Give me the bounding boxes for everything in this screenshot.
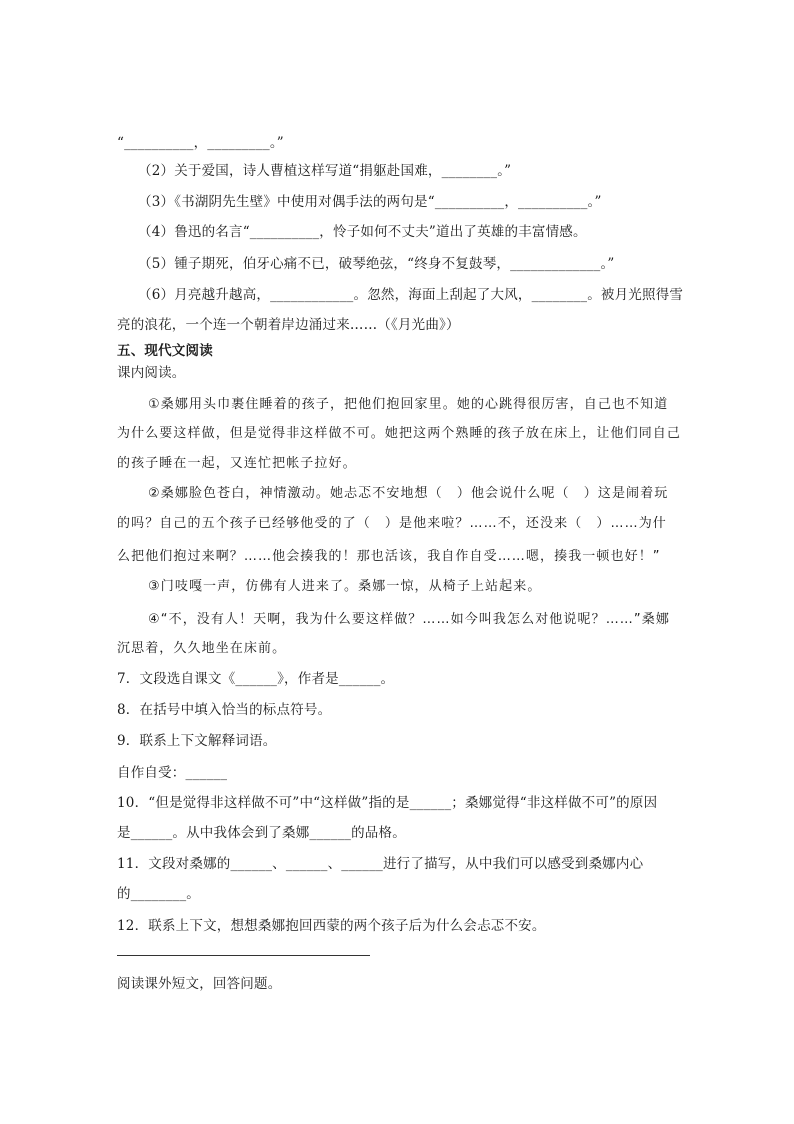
question-12: 12．联系上下文，想想桑娜抱回西蒙的两个孩子后为什么会忐忑不安。: [117, 918, 546, 934]
fill-in-question-5: （5）锺子期死，伯牙心痛不已，破琴绝弦，“终身不复鼓琴，_____________。”: [138, 256, 615, 272]
question-9-blank: 自作自受：______: [117, 765, 228, 781]
question-10: 10．“但是觉得非这样做不可”中“这样做”指的是______；桑娜觉得“非这样做不可”的原因: [117, 795, 658, 811]
fill-in-question-6: （6）月亮越升越高，____________。忽然，海面上刮起了大风，________。被月光照得雪: [138, 287, 684, 303]
fill-in-question-2: （2）关于爱国，诗人曹植这样写道“捐躯赴国难，________。”: [138, 163, 512, 179]
answer-line: [117, 955, 370, 956]
passage-paragraph-1-line-2: 为什么要这样做，但是觉得非这样做不可。她把这两个熟睡的孩子放在床上，让他们同自己: [117, 426, 682, 441]
passage-paragraph-2: ②桑娜脸色苍白，神情激动。她忐忑不安地想（ ）他会说什么呢（ ）这是闹着玩: [148, 486, 669, 501]
passage-paragraph-2-line-3: 么把他们抱过来啊？……他会揍我的！那也活该，我自作自受……嗯，揍我一顿也好！”: [117, 549, 661, 564]
question-11: 11．文段对桑娜的______、______、______进行了描写，从中我们可以感受到桑娜内心: [117, 856, 644, 872]
question-11-cont: 的________。: [117, 886, 200, 902]
section-subtitle: 课内阅读。: [117, 365, 186, 381]
passage-paragraph-4: ④“不，没有人！天啊，我为什么要这样做？……如今叫我怎么对他说呢？……”桑娜: [148, 612, 670, 627]
passage-paragraph-2-line-2: 的吗？自己的五个孩子已经够他受的了（ ）是他来啦？……不，还没来（ ）……为什: [117, 516, 667, 531]
extra-reading-instruction: 阅读课外短文，回答问题。: [117, 976, 282, 992]
passage-paragraph-1-line-3: 的孩子睡在一起，又连忙把帐子拉好。: [117, 456, 357, 471]
fill-in-question-4: （4）鲁迅的名言“__________，怜子如何不丈夫”道出了英雄的丰富情感。: [138, 224, 587, 240]
passage-paragraph-1: ①桑娜用头巾裹住睡着的孩子，把他们抱回家里。她的心跳得很厉害，自己也不知道: [148, 397, 669, 412]
question-10-cont: 是______。从中我体会到了桑娜______的品格。: [117, 825, 406, 841]
passage-paragraph-3: ③门吱嘎一声，仿佛有人进来了。桑娜一惊，从椅子上站起来。: [148, 579, 542, 594]
fill-in-line: “__________，_________。”: [117, 135, 284, 151]
passage-paragraph-4-line-2: 沉思着，久久地坐在床前。: [117, 641, 287, 656]
fill-in-question-6-cont: 亮的浪花，一个连一个朝着岸边涌过来……（《月光曲》）: [117, 317, 460, 333]
question-9: 9．联系上下文解释词语。: [117, 733, 277, 749]
question-8: 8．在括号中填入恰当的标点符号。: [117, 702, 332, 718]
section-title: 五、现代文阅读: [117, 343, 213, 359]
fill-in-question-3: （3）《书湖阴先生壁》中使用对偶手法的两句是“__________，__________。”: [138, 194, 602, 210]
question-7: 7．文段选自课文《______》，作者是______。: [117, 671, 395, 687]
